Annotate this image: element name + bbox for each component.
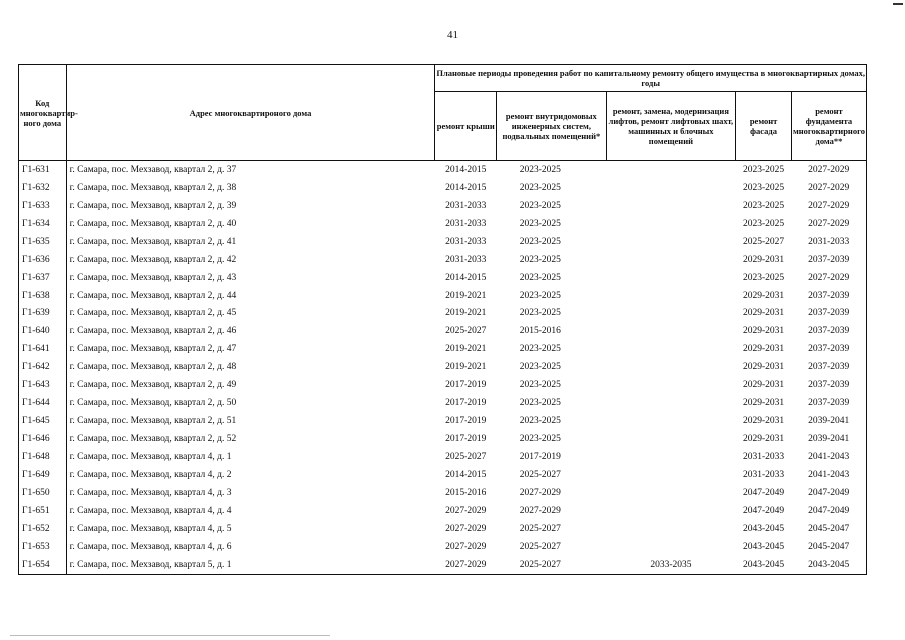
cell-engineering: 2023-2025 xyxy=(519,254,561,265)
header-facade: ремонт фасада xyxy=(736,92,792,161)
cell-engineering: 2023-2025 xyxy=(519,182,561,193)
cell-roof: 2027-2029 xyxy=(445,541,487,552)
cell-roof: 2019-2021 xyxy=(445,308,487,319)
cell-roof: 2025-2027 xyxy=(445,451,487,462)
header-address: Адрес многоквартироного дома xyxy=(66,65,435,161)
cell-code: Г1-650 xyxy=(19,484,67,502)
cell-lift xyxy=(606,412,736,430)
cell-address: г. Самара, пос. Мехзавод, квартал 4, д. 2 xyxy=(69,469,232,480)
cell-code: Г1-643 xyxy=(19,376,67,394)
table-row xyxy=(19,538,867,556)
cell-foundation: 2037-2039 xyxy=(791,251,866,269)
cell-facade: 2029-2031 xyxy=(743,290,785,301)
cell-code: Г1-636 xyxy=(19,251,67,269)
table-row xyxy=(19,340,867,358)
cell-facade: 2023-2025 xyxy=(743,164,785,175)
cell-code: Г1-635 xyxy=(19,233,67,251)
cell-engineering: 2023-2025 xyxy=(519,362,561,373)
cell-roof: 2014-2015 xyxy=(445,164,487,175)
header-roof: ремонт крыши xyxy=(435,92,497,161)
cell-engineering: 2023-2025 xyxy=(519,290,561,301)
scan-edge-mark xyxy=(893,3,903,5)
cell-engineering: 2027-2029 xyxy=(519,487,561,498)
cell-foundation: 2027-2029 xyxy=(791,269,866,287)
cell-facade: 2029-2031 xyxy=(743,344,785,355)
cell-code: Г1-631 xyxy=(19,161,67,179)
cell-code: Г1-649 xyxy=(19,466,67,484)
cell-foundation: 2027-2029 xyxy=(791,179,866,197)
cell-facade: 2043-2045 xyxy=(743,523,785,534)
cell-foundation: 2027-2029 xyxy=(791,215,866,233)
cell-foundation: 2041-2043 xyxy=(791,448,866,466)
cell-foundation: 2037-2039 xyxy=(791,340,866,358)
cell-engineering: 2015-2016 xyxy=(519,326,561,337)
table-row xyxy=(19,448,867,466)
cell-lift xyxy=(606,358,736,376)
cell-facade: 2029-2031 xyxy=(743,380,785,391)
cell-address: г. Самара, пос. Мехзавод, квартал 4, д. 4 xyxy=(69,505,232,516)
cell-lift xyxy=(606,322,736,340)
cell-lift xyxy=(606,430,736,448)
cell-roof: 2017-2019 xyxy=(445,398,487,409)
table-row xyxy=(19,394,867,412)
cell-address: г. Самара, пос. Мехзавод, квартал 2, д. 46 xyxy=(69,326,237,337)
cell-facade: 2029-2031 xyxy=(743,362,785,373)
cell-foundation: 2043-2045 xyxy=(791,556,866,574)
cell-lift xyxy=(606,269,736,287)
cell-code: Г1-632 xyxy=(19,179,67,197)
cell-roof: 2031-2033 xyxy=(445,200,487,211)
cell-engineering: 2025-2027 xyxy=(519,469,561,480)
table-row xyxy=(19,251,867,269)
cell-code: Г1-646 xyxy=(19,430,67,448)
cell-code: Г1-648 xyxy=(19,448,67,466)
cell-engineering: 2023-2025 xyxy=(519,272,561,283)
cell-address: г. Самара, пос. Мехзавод, квартал 2, д. 38 xyxy=(69,182,237,193)
cell-engineering: 2023-2025 xyxy=(519,164,561,175)
cell-roof: 2014-2015 xyxy=(445,182,487,193)
table-body xyxy=(19,161,867,575)
cell-lift xyxy=(606,161,736,179)
cell-roof: 2031-2033 xyxy=(445,218,487,229)
cell-address: г. Самара, пос. Мехзавод, квартал 2, д. 49 xyxy=(69,380,237,391)
cell-engineering: 2023-2025 xyxy=(519,380,561,391)
cell-lift xyxy=(606,466,736,484)
cell-facade: 2047-2049 xyxy=(743,505,785,516)
cell-foundation: 2037-2039 xyxy=(791,358,866,376)
cell-facade: 2023-2025 xyxy=(743,200,785,211)
cell-engineering: 2025-2027 xyxy=(519,523,561,534)
table-row xyxy=(19,197,867,215)
cell-foundation: 2037-2039 xyxy=(791,287,866,305)
header-engineering: ремонт внутридомовых инженерных систем, подвальных помещений* xyxy=(497,92,606,161)
cell-roof: 2017-2019 xyxy=(445,434,487,445)
cell-lift xyxy=(606,376,736,394)
cell-address: г. Самара, пос. Мехзавод, квартал 2, д. 43 xyxy=(69,272,237,283)
cell-foundation: 2041-2043 xyxy=(791,466,866,484)
header-lift: ремонт, замена, модернизация лифтов, ремонт лифтовых шахт, машинных и блочных помещений xyxy=(606,92,736,161)
cell-facade: 2023-2025 xyxy=(743,182,785,193)
table-row xyxy=(19,412,867,430)
cell-address: г. Самара, пос. Мехзавод, квартал 2, д. 37 xyxy=(69,164,237,175)
table-row xyxy=(19,466,867,484)
cell-foundation: 2031-2033 xyxy=(791,233,866,251)
cell-facade: 2043-2045 xyxy=(736,556,792,574)
cell-roof: 2031-2033 xyxy=(445,236,487,247)
cell-roof: 2015-2016 xyxy=(445,487,487,498)
cell-address: г. Самара, пос. Мехзавод, квартал 2, д. 39 xyxy=(69,200,237,211)
cell-foundation: 2039-2041 xyxy=(791,412,866,430)
cell-foundation: 2037-2039 xyxy=(791,394,866,412)
cell-foundation: 2027-2029 xyxy=(791,161,866,179)
cell-engineering: 2017-2019 xyxy=(519,451,561,462)
table-row xyxy=(19,305,867,323)
cell-facade: 2023-2025 xyxy=(743,272,785,283)
cell-address: г. Самара, пос. Мехзавод, квартал 2, д. 45 xyxy=(69,308,237,319)
cell-lift xyxy=(606,502,736,520)
cell-lift xyxy=(606,484,736,502)
cell-roof: 2019-2021 xyxy=(445,290,487,301)
cell-address: г. Самара, пос. Мехзавод, квартал 4, д. 1 xyxy=(69,451,232,462)
cell-facade: 2029-2031 xyxy=(743,326,785,337)
table-row xyxy=(19,358,867,376)
cell-code: Г1-641 xyxy=(19,340,67,358)
cell-foundation: 2045-2047 xyxy=(791,520,866,538)
table-row xyxy=(19,520,867,538)
cell-lift xyxy=(606,305,736,323)
cell-foundation: 2045-2047 xyxy=(791,538,866,556)
cell-engineering: 2025-2027 xyxy=(497,556,606,574)
cell-code: Г1-653 xyxy=(19,538,67,556)
cell-address: г. Самара, пос. Мехзавод, квартал 2, д. 42 xyxy=(69,254,237,265)
cell-roof: 2014-2015 xyxy=(445,272,487,283)
page-number: 41 xyxy=(447,29,458,41)
table-row xyxy=(19,233,867,251)
cell-address: г. Самара, пос. Мехзавод, квартал 5, д. 1 xyxy=(66,556,435,574)
cell-lift xyxy=(606,520,736,538)
cell-facade: 2029-2031 xyxy=(743,254,785,265)
bottom-rule xyxy=(10,635,330,636)
cell-address: г. Самара, пос. Мехзавод, квартал 2, д. 44 xyxy=(69,290,237,301)
cell-roof: 2025-2027 xyxy=(445,326,487,337)
cell-address: г. Самара, пос. Мехзавод, квартал 4, д. 3 xyxy=(69,487,232,498)
cell-facade: 2029-2031 xyxy=(743,308,785,319)
table-row xyxy=(19,376,867,394)
table-row xyxy=(19,322,867,340)
cell-engineering: 2023-2025 xyxy=(519,236,561,247)
cell-lift xyxy=(606,233,736,251)
cell-foundation: 2027-2029 xyxy=(791,197,866,215)
cell-lift xyxy=(606,179,736,197)
header-foundation: ремонт фундамента многоквартирного дома** xyxy=(791,92,866,161)
cell-lift xyxy=(606,538,736,556)
cell-engineering: 2023-2025 xyxy=(519,434,561,445)
table-row xyxy=(19,215,867,233)
cell-address: г. Самара, пос. Мехзавод, квартал 4, д. 5 xyxy=(69,523,232,534)
table-row xyxy=(19,287,867,305)
cell-code: Г1-639 xyxy=(19,305,67,323)
cell-lift: 2033-2035 xyxy=(606,556,736,574)
cell-engineering: 2023-2025 xyxy=(519,218,561,229)
capital-repair-table xyxy=(18,64,867,575)
cell-lift xyxy=(606,197,736,215)
cell-engineering: 2023-2025 xyxy=(519,344,561,355)
cell-facade: 2043-2045 xyxy=(743,541,785,552)
cell-facade: 2047-2049 xyxy=(743,487,785,498)
cell-roof: 2027-2029 xyxy=(445,523,487,534)
cell-foundation: 2039-2041 xyxy=(791,430,866,448)
cell-foundation: 2037-2039 xyxy=(791,305,866,323)
header-code: Код многоквартир-ного дома xyxy=(19,65,67,161)
cell-address: г. Самара, пос. Мехзавод, квартал 2, д. 50 xyxy=(69,398,237,409)
cell-facade: 2029-2031 xyxy=(743,416,785,427)
cell-roof: 2027-2029 xyxy=(435,556,497,574)
table-row xyxy=(19,556,867,574)
cell-code: Г1-651 xyxy=(19,502,67,520)
cell-code: Г1-640 xyxy=(19,322,67,340)
cell-roof: 2031-2033 xyxy=(445,254,487,265)
cell-facade: 2023-2025 xyxy=(743,218,785,229)
cell-code: Г1-633 xyxy=(19,197,67,215)
cell-foundation: 2037-2039 xyxy=(791,322,866,340)
cell-facade: 2031-2033 xyxy=(743,451,785,462)
cell-facade: 2029-2031 xyxy=(743,398,785,409)
cell-address: г. Самара, пос. Мехзавод, квартал 4, д. 6 xyxy=(69,541,232,552)
cell-roof: 2019-2021 xyxy=(445,344,487,355)
cell-roof: 2017-2019 xyxy=(445,416,487,427)
cell-code: Г1-654 xyxy=(19,556,67,574)
cell-address: г. Самара, пос. Мехзавод, квартал 2, д. 47 xyxy=(69,344,237,355)
cell-engineering: 2025-2027 xyxy=(519,541,561,552)
cell-facade: 2029-2031 xyxy=(743,434,785,445)
cell-engineering: 2023-2025 xyxy=(519,200,561,211)
cell-address: г. Самара, пос. Мехзавод, квартал 2, д. 52 xyxy=(69,434,237,445)
cell-lift xyxy=(606,394,736,412)
table-row xyxy=(19,161,867,179)
cell-engineering: 2023-2025 xyxy=(519,398,561,409)
table-row xyxy=(19,484,867,502)
cell-facade: 2025-2027 xyxy=(743,236,785,247)
cell-lift xyxy=(606,448,736,466)
table-row xyxy=(19,430,867,448)
cell-code: Г1-638 xyxy=(19,287,67,305)
cell-engineering: 2023-2025 xyxy=(519,416,561,427)
cell-code: Г1-652 xyxy=(19,520,67,538)
cell-code: Г1-634 xyxy=(19,215,67,233)
cell-code: Г1-637 xyxy=(19,269,67,287)
cell-foundation: 2047-2049 xyxy=(791,484,866,502)
cell-roof: 2017-2019 xyxy=(445,380,487,391)
cell-foundation: 2037-2039 xyxy=(791,376,866,394)
cell-foundation: 2047-2049 xyxy=(791,502,866,520)
cell-code: Г1-642 xyxy=(19,358,67,376)
cell-code: Г1-644 xyxy=(19,394,67,412)
cell-code: Г1-645 xyxy=(19,412,67,430)
cell-address: г. Самара, пос. Мехзавод, квартал 2, д. 41 xyxy=(69,236,237,247)
cell-lift xyxy=(606,287,736,305)
cell-engineering: 2027-2029 xyxy=(519,505,561,516)
cell-address: г. Самара, пос. Мехзавод, квартал 2, д. 51 xyxy=(69,416,237,427)
cell-roof: 2019-2021 xyxy=(445,362,487,373)
cell-facade: 2031-2033 xyxy=(743,469,785,480)
header-periods-group: Плановые периоды проведения работ по капитальному ремонту общего имущества в многоквартирных домах, годы xyxy=(435,65,867,92)
cell-engineering: 2023-2025 xyxy=(519,308,561,319)
cell-roof: 2014-2015 xyxy=(445,469,487,480)
cell-address: г. Самара, пос. Мехзавод, квартал 2, д. 40 xyxy=(69,218,237,229)
cell-lift xyxy=(606,340,736,358)
cell-lift xyxy=(606,251,736,269)
table-row xyxy=(19,502,867,520)
cell-roof: 2027-2029 xyxy=(445,505,487,516)
table-row xyxy=(19,269,867,287)
cell-address: г. Самара, пос. Мехзавод, квартал 2, д. 48 xyxy=(69,362,237,373)
table-row xyxy=(19,179,867,197)
cell-lift xyxy=(606,215,736,233)
